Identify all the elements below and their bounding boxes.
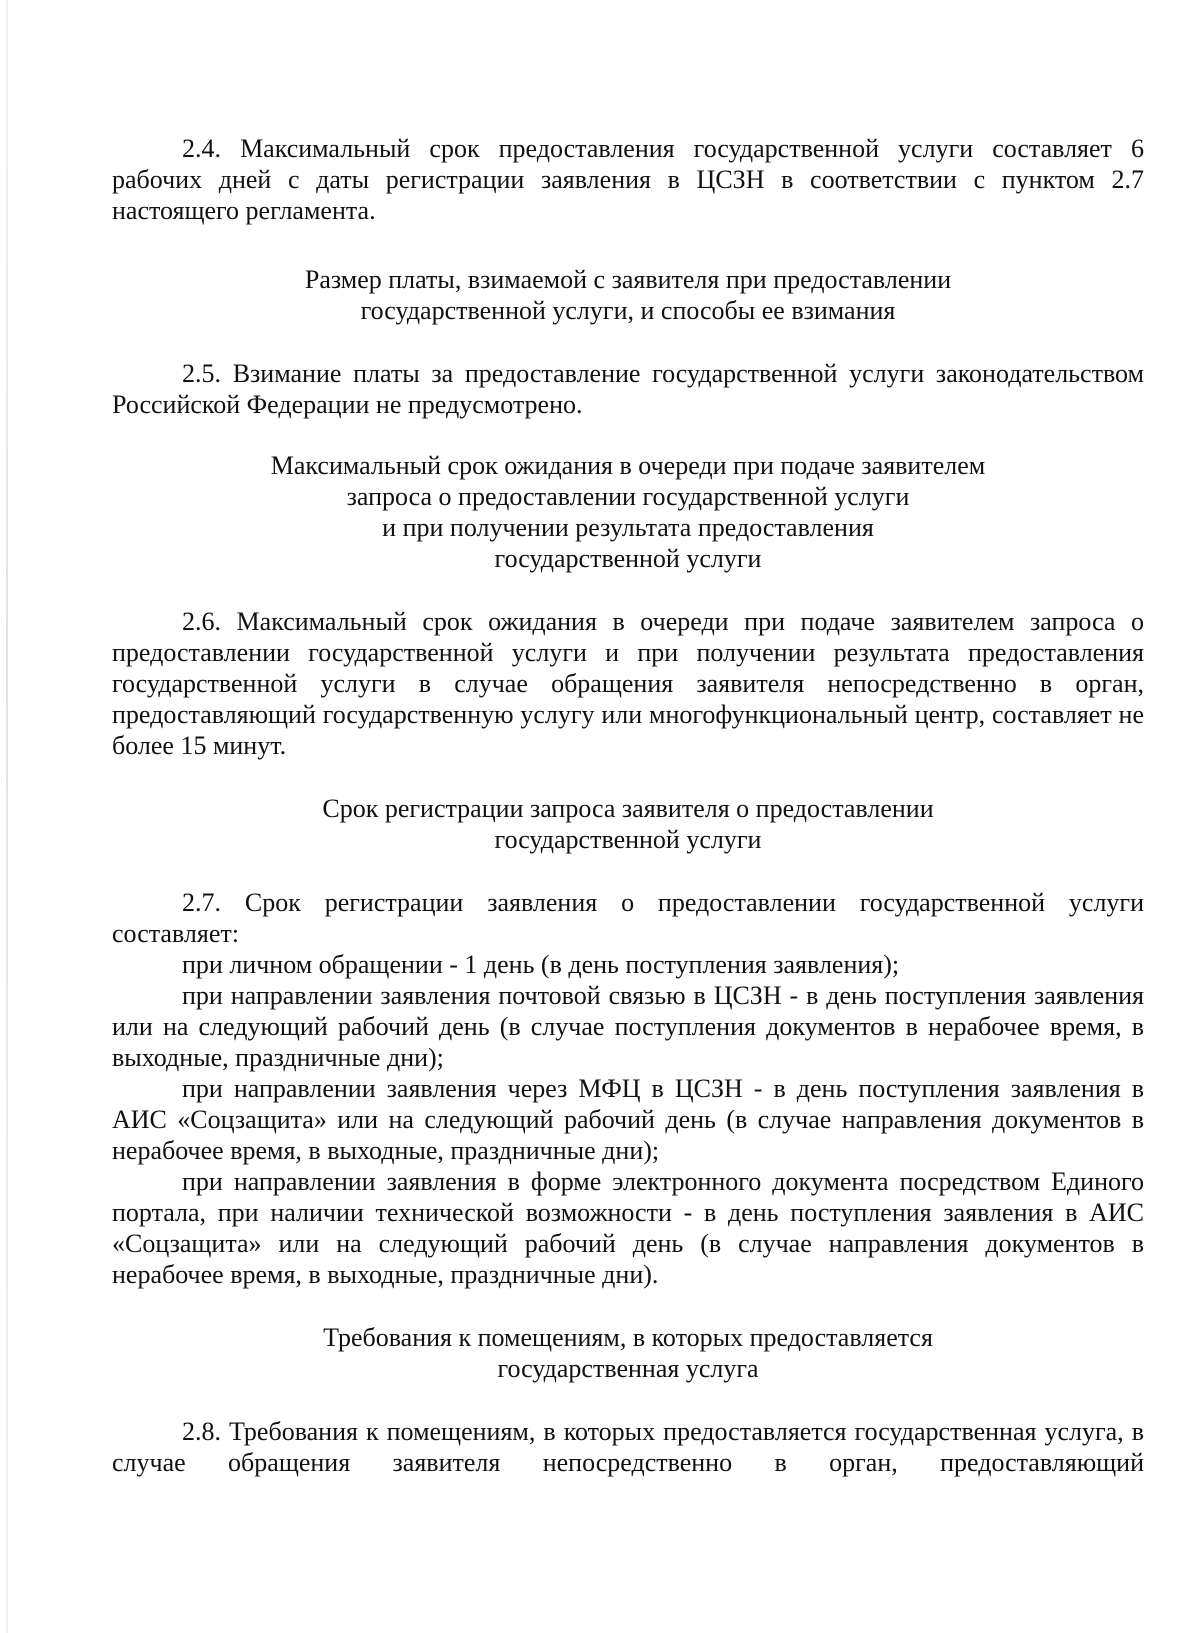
paragraph-2-7-item-personal: при личном обращении - 1 день (в день поступления заявления); [182, 950, 900, 979]
heading-queue-line-2: запроса о предоставлении государственной услуги [346, 482, 910, 511]
document-body [112, 133, 1144, 1478]
heading-registration-line-2: государственной услуги [494, 825, 762, 854]
paragraph-2-7: 2.7. Срок регистрации заявления о предоставлении государственной услуги составляет: [112, 888, 1144, 948]
heading-fee-line-1: Размер платы, взимаемой с заявителя при предоставлении [304, 265, 952, 294]
heading-queue-line-3: и при получении результата предоставления [382, 513, 874, 542]
paragraph-2-8: 2.8. Требования к помещениям, в которых предоставляется государственная услуга, в случае обращения заявителя непосредственно в орган, предоставляющий [112, 1417, 1144, 1477]
paragraph-2-5: 2.5. Взимание платы за предоставление государственной услуги законодательством Российской Федерации не предусмотрено. [112, 359, 1144, 419]
heading-fee-line-2: государственной услуги, и способы ее взимания [360, 296, 896, 325]
heading-fee [112, 264, 1144, 326]
heading-premises-line-1: Требования к помещениям, в которых предоставляется [323, 1323, 933, 1352]
paragraph-2-7-item-post: при направлении заявления почтовой связью в ЦСЗН - в день поступления заявления или на следующий рабочий день (в случае поступления документов в нерабочее время, в выходные, праздничные дни); [112, 981, 1144, 1072]
heading-premises-line-2: государственная услуга [497, 1354, 759, 1383]
heading-queue-line-4: государственной услуги [494, 544, 762, 573]
heading-queue [112, 450, 1144, 574]
paragraph-2-4: 2.4. Максимальный срок предоставления государственной услуги составляет 6 рабочих дней с даты регистрации заявления в ЦСЗН в соответствии с пунктом 2.7 настоящего регламента. [112, 134, 1144, 225]
scan-edge-shadow [6, 0, 8, 1633]
heading-queue-line-1: Максимальный срок ожидания в очереди при подаче заявителем [270, 451, 986, 480]
heading-premises [112, 1322, 1144, 1384]
heading-registration [112, 793, 1144, 855]
paragraph-2-7-item-portal: при направлении заявления в форме электронного документа посредством Единого портала, при наличии технической возможности - в день поступления заявления в АИС «Соцзащита» или на следующий рабочий день (в случае направления документов в нерабочее время, в выходные, праздничные дни). [112, 1167, 1144, 1289]
paragraph-2-6: 2.6. Максимальный срок ожидания в очереди при подаче заявителем запроса о предоставлении государственной услуги и при получении результата предоставления государственной услуги в случае обращения заявителя непосредственно в орган, предоставляющий государственную услугу или многофункциональный центр, составляет не более 15 минут. [112, 607, 1144, 760]
heading-registration-line-1: Срок регистрации запроса заявителя о предоставлении [322, 794, 934, 823]
paragraph-2-7-item-mfc: при направлении заявления через МФЦ в ЦСЗН - в день поступления заявления в АИС «Соцзащита» или на следующий рабочий день (в случае направления документов в нерабочее время, в выходные, праздничные дни); [112, 1074, 1144, 1165]
